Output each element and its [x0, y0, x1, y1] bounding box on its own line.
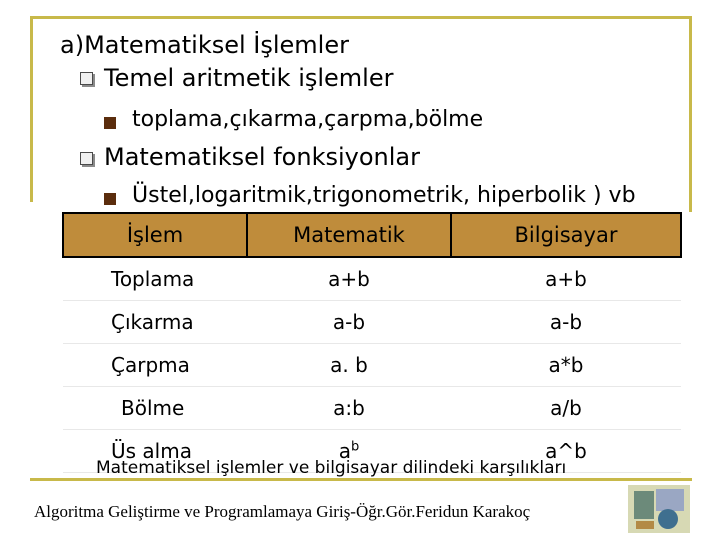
frame-right-line — [689, 16, 692, 212]
header-math: Matematik — [247, 213, 451, 257]
item-arithmetic: Temel aritmetik işlemler — [104, 64, 394, 92]
table-row — [63, 344, 681, 387]
subitem-functions: Üstel,logaritmik,trigonometrik, hiperbolik ) vb — [132, 183, 636, 208]
frame-bottom-line — [30, 478, 692, 481]
table-row — [63, 257, 681, 301]
op-name: Bölme — [63, 387, 247, 430]
op-name: Üs alma — [63, 430, 247, 473]
subitem-arithmetic: toplama,çıkarma,çarpma,bölme — [132, 107, 484, 132]
frame-top-line — [30, 16, 692, 19]
table-row — [63, 301, 681, 344]
op-computer: a+b — [451, 257, 681, 301]
footer-author: Algoritma Geliştirme ve Programlamaya Giriş-Öğr.Gör.Feridun Karakoç — [34, 502, 531, 521]
filled-square-bullet-icon — [104, 193, 116, 205]
slide-heading: a)Matematiksel İşlemler — [60, 31, 349, 59]
header-operation: İşlem — [63, 213, 247, 257]
filled-square-bullet-icon — [104, 117, 116, 129]
power-exponent: b — [351, 439, 360, 455]
frame-left-line — [30, 16, 33, 202]
power-base: a — [338, 439, 351, 463]
op-computer: a*b — [451, 344, 681, 387]
table-row — [63, 387, 681, 430]
op-computer: a/b — [451, 387, 681, 430]
op-math: a-b — [247, 301, 451, 344]
op-math: a+b — [247, 257, 451, 301]
outline-square-bullet-icon — [80, 152, 93, 165]
op-computer: a-b — [451, 301, 681, 344]
item-functions: Matematiksel fonksiyonlar — [104, 143, 420, 171]
header-computer: Bilgisayar — [451, 213, 681, 257]
op-computer: a^b — [451, 430, 681, 473]
op-name: Çıkarma — [63, 301, 247, 344]
op-math: a:b — [247, 387, 451, 430]
table-caption: Matematiksel işlemler ve bilgisayar dilindeki karşılıkları — [96, 458, 567, 478]
op-math: a. b — [247, 344, 451, 387]
op-name: Toplama — [63, 257, 247, 301]
table-header-row — [63, 213, 681, 257]
operations-table — [62, 212, 682, 473]
outline-square-bullet-icon — [80, 72, 93, 85]
decorative-logo-icon — [628, 485, 690, 533]
op-name: Çarpma — [63, 344, 247, 387]
